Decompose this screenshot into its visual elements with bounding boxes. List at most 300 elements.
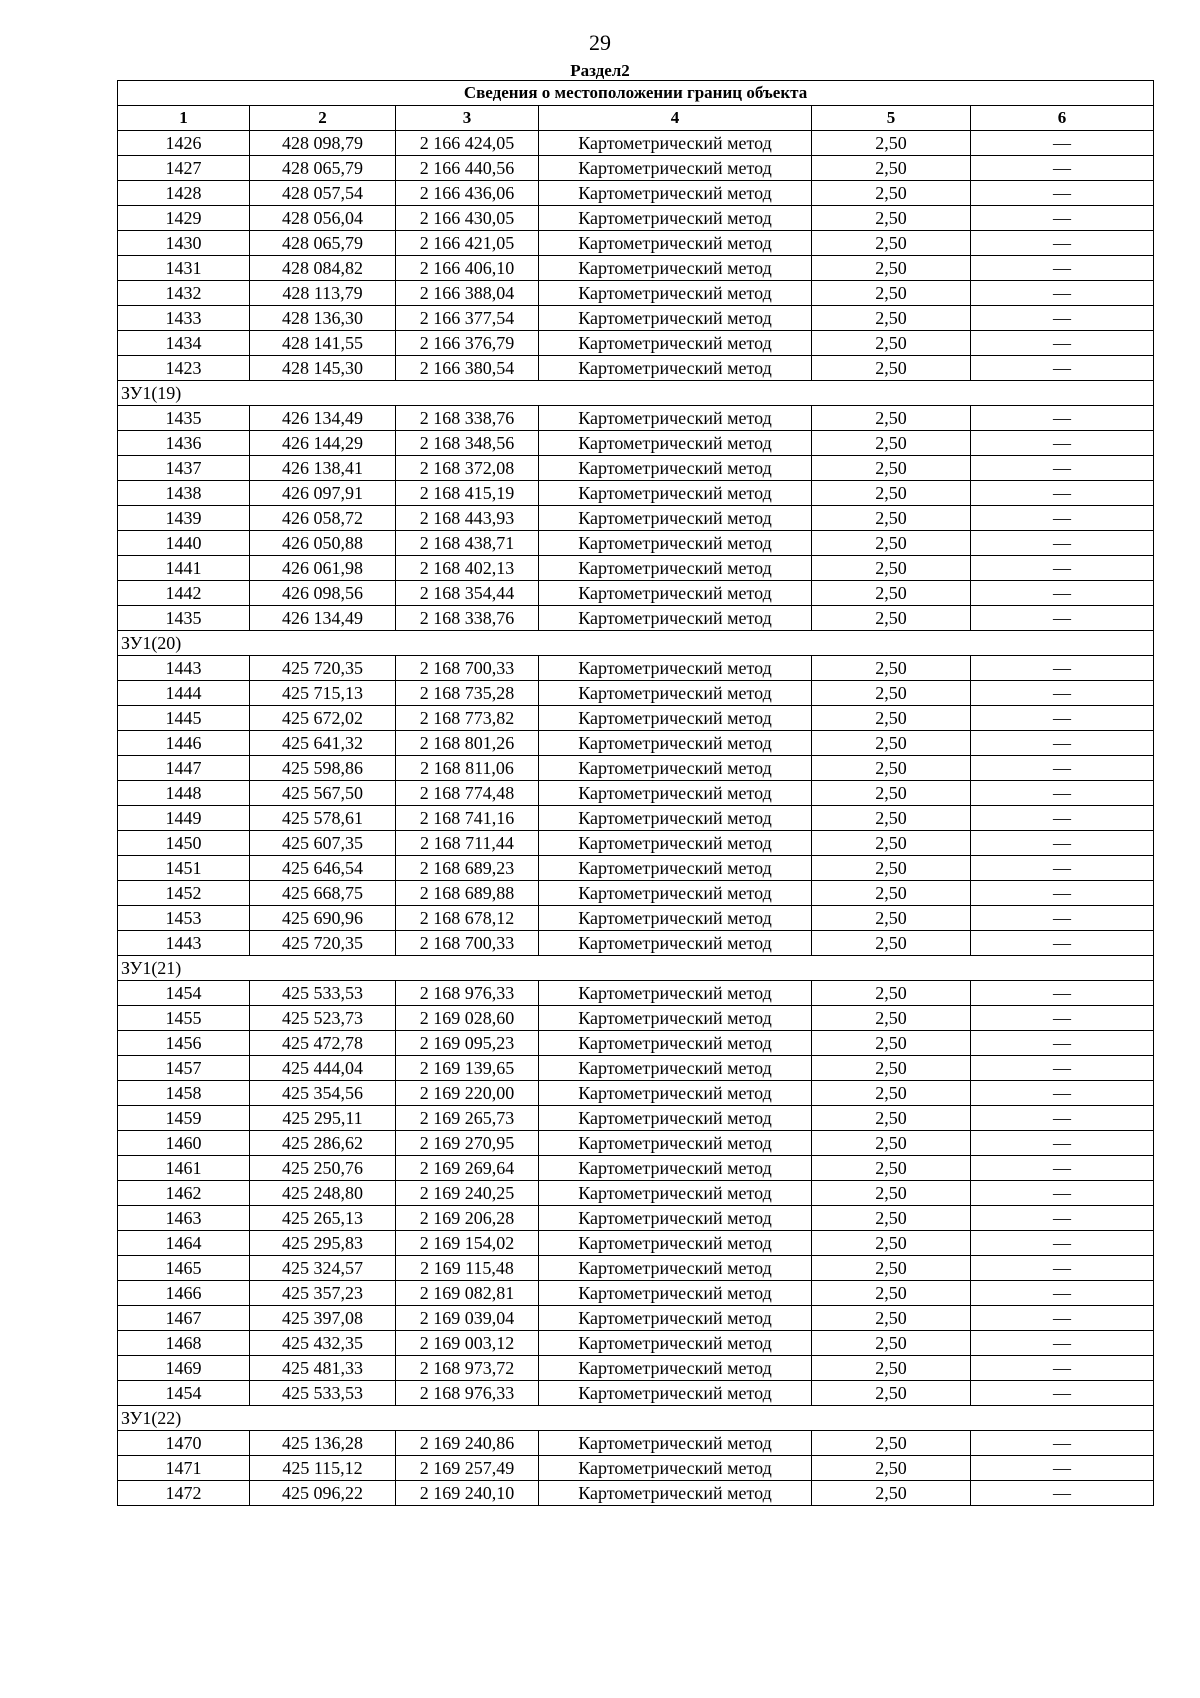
note-cell: —: [971, 1006, 1154, 1031]
y-coordinate-cell: 2 169 154,02: [396, 1231, 539, 1256]
method-cell: Картометрический метод: [539, 1231, 812, 1256]
y-coordinate-cell: 2 168 338,76: [396, 606, 539, 631]
note-cell: —: [971, 456, 1154, 481]
point-number-cell: 1426: [118, 131, 250, 156]
group-row: [118, 631, 1154, 656]
x-coordinate-cell: 428 056,04: [250, 206, 396, 231]
method-cell: Картометрический метод: [539, 1006, 812, 1031]
y-coordinate-cell: 2 168 402,13: [396, 556, 539, 581]
table-caption-row: [118, 81, 1154, 106]
note-cell: —: [971, 1081, 1154, 1106]
accuracy-cell: 2,50: [812, 306, 971, 331]
group-label: ЗУ1(22): [118, 1406, 1154, 1431]
method-cell: Картометрический метод: [539, 806, 812, 831]
table-row: [118, 931, 1154, 956]
note-cell: —: [971, 681, 1154, 706]
note-cell: —: [971, 256, 1154, 281]
x-coordinate-cell: 426 061,98: [250, 556, 396, 581]
note-cell: —: [971, 481, 1154, 506]
note-cell: —: [971, 1306, 1154, 1331]
point-number-cell: 1448: [118, 781, 250, 806]
point-number-cell: 1454: [118, 981, 250, 1006]
accuracy-cell: 2,50: [812, 356, 971, 381]
column-header: 5: [812, 106, 971, 131]
accuracy-cell: 2,50: [812, 506, 971, 531]
point-number-cell: 1427: [118, 156, 250, 181]
y-coordinate-cell: 2 166 430,05: [396, 206, 539, 231]
method-cell: Картометрический метод: [539, 356, 812, 381]
boundary-table: [117, 80, 1154, 1506]
table-row: [118, 806, 1154, 831]
x-coordinate-cell: 425 250,76: [250, 1156, 396, 1181]
accuracy-cell: 2,50: [812, 1031, 971, 1056]
y-coordinate-cell: 2 168 801,26: [396, 731, 539, 756]
accuracy-cell: 2,50: [812, 1381, 971, 1406]
column-header: 6: [971, 106, 1154, 131]
y-coordinate-cell: 2 169 039,04: [396, 1306, 539, 1331]
accuracy-cell: 2,50: [812, 781, 971, 806]
note-cell: —: [971, 1256, 1154, 1281]
x-coordinate-cell: 425 720,35: [250, 656, 396, 681]
table-row: [118, 1056, 1154, 1081]
table-row: [118, 756, 1154, 781]
y-coordinate-cell: 2 166 424,05: [396, 131, 539, 156]
note-cell: —: [971, 581, 1154, 606]
table-row: [118, 1281, 1154, 1306]
method-cell: Картометрический метод: [539, 281, 812, 306]
x-coordinate-cell: 426 050,88: [250, 531, 396, 556]
accuracy-cell: 2,50: [812, 1281, 971, 1306]
table-row: [118, 1306, 1154, 1331]
table-row: [118, 281, 1154, 306]
x-coordinate-cell: 426 134,49: [250, 606, 396, 631]
x-coordinate-cell: 425 324,57: [250, 1256, 396, 1281]
y-coordinate-cell: 2 168 443,93: [396, 506, 539, 531]
accuracy-cell: 2,50: [812, 1056, 971, 1081]
note-cell: —: [971, 281, 1154, 306]
y-coordinate-cell: 2 168 689,23: [396, 856, 539, 881]
y-coordinate-cell: 2 168 354,44: [396, 581, 539, 606]
method-cell: Картометрический метод: [539, 1281, 812, 1306]
table-row: [118, 331, 1154, 356]
note-cell: —: [971, 506, 1154, 531]
point-number-cell: 1437: [118, 456, 250, 481]
accuracy-cell: 2,50: [812, 1306, 971, 1331]
x-coordinate-cell: 425 295,83: [250, 1231, 396, 1256]
x-coordinate-cell: 426 134,49: [250, 406, 396, 431]
accuracy-cell: 2,50: [812, 1106, 971, 1131]
section-title: Раздел2: [570, 61, 630, 80]
table-row: [118, 481, 1154, 506]
note-cell: —: [971, 831, 1154, 856]
x-coordinate-cell: 425 481,33: [250, 1356, 396, 1381]
x-coordinate-cell: 425 533,53: [250, 1381, 396, 1406]
y-coordinate-cell: 2 168 700,33: [396, 931, 539, 956]
table-row: [118, 881, 1154, 906]
point-number-cell: 1429: [118, 206, 250, 231]
method-cell: Картометрический метод: [539, 1331, 812, 1356]
note-cell: —: [971, 706, 1154, 731]
y-coordinate-cell: 2 169 003,12: [396, 1331, 539, 1356]
y-coordinate-cell: 2 168 774,48: [396, 781, 539, 806]
note-cell: —: [971, 1031, 1154, 1056]
accuracy-cell: 2,50: [812, 131, 971, 156]
point-number-cell: 1446: [118, 731, 250, 756]
x-coordinate-cell: 425 115,12: [250, 1456, 396, 1481]
y-coordinate-cell: 2 166 406,10: [396, 256, 539, 281]
point-number-cell: 1467: [118, 1306, 250, 1331]
table-row: [118, 906, 1154, 931]
table-row: [118, 556, 1154, 581]
accuracy-cell: 2,50: [812, 256, 971, 281]
method-cell: Картометрический метод: [539, 731, 812, 756]
method-cell: Картометрический метод: [539, 931, 812, 956]
method-cell: Картометрический метод: [539, 1431, 812, 1456]
point-number-cell: 1443: [118, 656, 250, 681]
y-coordinate-cell: 2 168 338,76: [396, 406, 539, 431]
point-number-cell: 1451: [118, 856, 250, 881]
note-cell: —: [971, 981, 1154, 1006]
y-coordinate-cell: 2 169 265,73: [396, 1106, 539, 1131]
note-cell: —: [971, 756, 1154, 781]
table-row: [118, 1481, 1154, 1506]
accuracy-cell: 2,50: [812, 281, 971, 306]
accuracy-cell: 2,50: [812, 1006, 971, 1031]
accuracy-cell: 2,50: [812, 681, 971, 706]
note-cell: —: [971, 1231, 1154, 1256]
point-number-cell: 1456: [118, 1031, 250, 1056]
point-number-cell: 1457: [118, 1056, 250, 1081]
x-coordinate-cell: 426 144,29: [250, 431, 396, 456]
y-coordinate-cell: 2 166 436,06: [396, 181, 539, 206]
x-coordinate-cell: 425 096,22: [250, 1481, 396, 1506]
note-cell: —: [971, 1331, 1154, 1356]
accuracy-cell: 2,50: [812, 1156, 971, 1181]
note-cell: —: [971, 781, 1154, 806]
y-coordinate-cell: 2 168 700,33: [396, 656, 539, 681]
method-cell: Картометрический метод: [539, 231, 812, 256]
point-number-cell: 1471: [118, 1456, 250, 1481]
method-cell: Картометрический метод: [539, 431, 812, 456]
point-number-cell: 1465: [118, 1256, 250, 1281]
y-coordinate-cell: 2 169 028,60: [396, 1006, 539, 1031]
x-coordinate-cell: 428 057,54: [250, 181, 396, 206]
accuracy-cell: 2,50: [812, 656, 971, 681]
table-row: [118, 1006, 1154, 1031]
y-coordinate-cell: 2 168 438,71: [396, 531, 539, 556]
x-coordinate-cell: 425 672,02: [250, 706, 396, 731]
y-coordinate-cell: 2 166 388,04: [396, 281, 539, 306]
method-cell: Картометрический метод: [539, 781, 812, 806]
accuracy-cell: 2,50: [812, 731, 971, 756]
note-cell: —: [971, 181, 1154, 206]
method-cell: Картометрический метод: [539, 331, 812, 356]
x-coordinate-cell: 425 690,96: [250, 906, 396, 931]
x-coordinate-cell: 425 444,04: [250, 1056, 396, 1081]
point-number-cell: 1470: [118, 1431, 250, 1456]
y-coordinate-cell: 2 169 240,86: [396, 1431, 539, 1456]
column-header: 2: [250, 106, 396, 131]
note-cell: —: [971, 206, 1154, 231]
table-row: [118, 1206, 1154, 1231]
note-cell: —: [971, 1156, 1154, 1181]
note-cell: —: [971, 356, 1154, 381]
table-row: [118, 1131, 1154, 1156]
accuracy-cell: 2,50: [812, 231, 971, 256]
point-number-cell: 1433: [118, 306, 250, 331]
y-coordinate-cell: 2 168 735,28: [396, 681, 539, 706]
point-number-cell: 1447: [118, 756, 250, 781]
note-cell: —: [971, 1206, 1154, 1231]
method-cell: Картометрический метод: [539, 531, 812, 556]
x-coordinate-cell: 425 567,50: [250, 781, 396, 806]
x-coordinate-cell: 428 145,30: [250, 356, 396, 381]
y-coordinate-cell: 2 169 095,23: [396, 1031, 539, 1056]
table-row: [118, 1031, 1154, 1056]
method-cell: Картометрический метод: [539, 1156, 812, 1181]
point-number-cell: 1443: [118, 931, 250, 956]
table-row: [118, 1356, 1154, 1381]
column-header: 4: [539, 106, 812, 131]
method-cell: Картометрический метод: [539, 1181, 812, 1206]
note-cell: —: [971, 1456, 1154, 1481]
method-cell: Картометрический метод: [539, 1256, 812, 1281]
note-cell: —: [971, 406, 1154, 431]
table-row: [118, 1431, 1154, 1456]
group-label: ЗУ1(19): [118, 381, 1154, 406]
table-row: [118, 831, 1154, 856]
accuracy-cell: 2,50: [812, 1356, 971, 1381]
y-coordinate-cell: 2 169 257,49: [396, 1456, 539, 1481]
method-cell: Картометрический метод: [539, 1481, 812, 1506]
note-cell: —: [971, 1106, 1154, 1131]
method-cell: Картометрический метод: [539, 181, 812, 206]
y-coordinate-cell: 2 166 377,54: [396, 306, 539, 331]
note-cell: —: [971, 1481, 1154, 1506]
x-coordinate-cell: 425 646,54: [250, 856, 396, 881]
column-header: 3: [396, 106, 539, 131]
method-cell: Картометрический метод: [539, 831, 812, 856]
accuracy-cell: 2,50: [812, 206, 971, 231]
note-cell: —: [971, 806, 1154, 831]
accuracy-cell: 2,50: [812, 1331, 971, 1356]
point-number-cell: 1458: [118, 1081, 250, 1106]
method-cell: Картометрический метод: [539, 1031, 812, 1056]
x-coordinate-cell: 428 065,79: [250, 231, 396, 256]
table-row: [118, 681, 1154, 706]
column-header: 1: [118, 106, 250, 131]
y-coordinate-cell: 2 168 372,08: [396, 456, 539, 481]
accuracy-cell: 2,50: [812, 831, 971, 856]
x-coordinate-cell: 425 641,32: [250, 731, 396, 756]
table-header-row: [118, 106, 1154, 131]
point-number-cell: 1434: [118, 331, 250, 356]
y-coordinate-cell: 2 169 220,00: [396, 1081, 539, 1106]
method-cell: Картометрический метод: [539, 506, 812, 531]
y-coordinate-cell: 2 168 348,56: [396, 431, 539, 456]
table-row: [118, 706, 1154, 731]
table-row: [118, 781, 1154, 806]
point-number-cell: 1459: [118, 1106, 250, 1131]
x-coordinate-cell: 426 098,56: [250, 581, 396, 606]
method-cell: Картометрический метод: [539, 881, 812, 906]
point-number-cell: 1435: [118, 406, 250, 431]
table-row: [118, 1381, 1154, 1406]
table-row: [118, 981, 1154, 1006]
point-number-cell: 1432: [118, 281, 250, 306]
y-coordinate-cell: 2 166 380,54: [396, 356, 539, 381]
x-coordinate-cell: 428 141,55: [250, 331, 396, 356]
x-coordinate-cell: 425 720,35: [250, 931, 396, 956]
table-row: [118, 456, 1154, 481]
method-cell: Картометрический метод: [539, 756, 812, 781]
x-coordinate-cell: 425 598,86: [250, 756, 396, 781]
table-row: [118, 206, 1154, 231]
note-cell: —: [971, 531, 1154, 556]
method-cell: Картометрический метод: [539, 581, 812, 606]
page-number: 29: [589, 30, 611, 55]
note-cell: —: [971, 1131, 1154, 1156]
y-coordinate-cell: 2 169 082,81: [396, 1281, 539, 1306]
accuracy-cell: 2,50: [812, 931, 971, 956]
table-row: [118, 1231, 1154, 1256]
accuracy-cell: 2,50: [812, 1231, 971, 1256]
accuracy-cell: 2,50: [812, 406, 971, 431]
accuracy-cell: 2,50: [812, 1081, 971, 1106]
method-cell: Картометрический метод: [539, 481, 812, 506]
note-cell: —: [971, 231, 1154, 256]
point-number-cell: 1435: [118, 606, 250, 631]
note-cell: —: [971, 931, 1154, 956]
method-cell: Картометрический метод: [539, 1131, 812, 1156]
y-coordinate-cell: 2 169 139,65: [396, 1056, 539, 1081]
table-row: [118, 581, 1154, 606]
y-coordinate-cell: 2 169 240,25: [396, 1181, 539, 1206]
note-cell: —: [971, 131, 1154, 156]
x-coordinate-cell: 425 354,56: [250, 1081, 396, 1106]
method-cell: Картометрический метод: [539, 1381, 812, 1406]
group-label: ЗУ1(21): [118, 956, 1154, 981]
group-row: [118, 381, 1154, 406]
table-row: [118, 656, 1154, 681]
table-row: [118, 731, 1154, 756]
accuracy-cell: 2,50: [812, 1131, 971, 1156]
x-coordinate-cell: 425 432,35: [250, 1331, 396, 1356]
table-row: [118, 506, 1154, 531]
table-row: [118, 856, 1154, 881]
accuracy-cell: 2,50: [812, 1431, 971, 1456]
point-number-cell: 1469: [118, 1356, 250, 1381]
x-coordinate-cell: 426 058,72: [250, 506, 396, 531]
point-number-cell: 1453: [118, 906, 250, 931]
method-cell: Картометрический метод: [539, 156, 812, 181]
point-number-cell: 1441: [118, 556, 250, 581]
y-coordinate-cell: 2 168 773,82: [396, 706, 539, 731]
method-cell: Картометрический метод: [539, 131, 812, 156]
x-coordinate-cell: 428 065,79: [250, 156, 396, 181]
table-row: [118, 1181, 1154, 1206]
point-number-cell: 1455: [118, 1006, 250, 1031]
x-coordinate-cell: 426 138,41: [250, 456, 396, 481]
point-number-cell: 1472: [118, 1481, 250, 1506]
note-cell: —: [971, 856, 1154, 881]
group-row: [118, 1406, 1154, 1431]
x-coordinate-cell: 425 295,11: [250, 1106, 396, 1131]
method-cell: Картометрический метод: [539, 406, 812, 431]
accuracy-cell: 2,50: [812, 606, 971, 631]
table-row: [118, 431, 1154, 456]
method-cell: Картометрический метод: [539, 706, 812, 731]
x-coordinate-cell: 425 668,75: [250, 881, 396, 906]
point-number-cell: 1461: [118, 1156, 250, 1181]
y-coordinate-cell: 2 168 711,44: [396, 831, 539, 856]
y-coordinate-cell: 2 169 270,95: [396, 1131, 539, 1156]
point-number-cell: 1423: [118, 356, 250, 381]
x-coordinate-cell: 425 397,08: [250, 1306, 396, 1331]
point-number-cell: 1450: [118, 831, 250, 856]
point-number-cell: 1462: [118, 1181, 250, 1206]
y-coordinate-cell: 2 169 269,64: [396, 1156, 539, 1181]
group-label: ЗУ1(20): [118, 631, 1154, 656]
table-row: [118, 1256, 1154, 1281]
method-cell: Картометрический метод: [539, 856, 812, 881]
y-coordinate-cell: 2 166 440,56: [396, 156, 539, 181]
point-number-cell: 1428: [118, 181, 250, 206]
note-cell: —: [971, 331, 1154, 356]
accuracy-cell: 2,50: [812, 331, 971, 356]
x-coordinate-cell: 425 472,78: [250, 1031, 396, 1056]
x-coordinate-cell: 425 533,53: [250, 981, 396, 1006]
method-cell: Картометрический метод: [539, 1456, 812, 1481]
accuracy-cell: 2,50: [812, 1456, 971, 1481]
method-cell: Картометрический метод: [539, 306, 812, 331]
y-coordinate-cell: 2 168 973,72: [396, 1356, 539, 1381]
y-coordinate-cell: 2 166 376,79: [396, 331, 539, 356]
table-row: [118, 356, 1154, 381]
y-coordinate-cell: 2 168 689,88: [396, 881, 539, 906]
x-coordinate-cell: 425 265,13: [250, 1206, 396, 1231]
accuracy-cell: 2,50: [812, 181, 971, 206]
x-coordinate-cell: 425 715,13: [250, 681, 396, 706]
table-row: [118, 181, 1154, 206]
note-cell: —: [971, 906, 1154, 931]
x-coordinate-cell: 425 248,80: [250, 1181, 396, 1206]
accuracy-cell: 2,50: [812, 1181, 971, 1206]
method-cell: Картометрический метод: [539, 456, 812, 481]
x-coordinate-cell: 428 113,79: [250, 281, 396, 306]
method-cell: Картометрический метод: [539, 656, 812, 681]
point-number-cell: 1445: [118, 706, 250, 731]
table-row: [118, 306, 1154, 331]
point-number-cell: 1452: [118, 881, 250, 906]
accuracy-cell: 2,50: [812, 581, 971, 606]
note-cell: —: [971, 1181, 1154, 1206]
method-cell: Картометрический метод: [539, 1106, 812, 1131]
table-row: [118, 1106, 1154, 1131]
accuracy-cell: 2,50: [812, 431, 971, 456]
point-number-cell: 1463: [118, 1206, 250, 1231]
accuracy-cell: 2,50: [812, 981, 971, 1006]
point-number-cell: 1430: [118, 231, 250, 256]
x-coordinate-cell: 425 286,62: [250, 1131, 396, 1156]
group-row: [118, 956, 1154, 981]
note-cell: —: [971, 1431, 1154, 1456]
accuracy-cell: 2,50: [812, 531, 971, 556]
x-coordinate-cell: 425 578,61: [250, 806, 396, 831]
table-row: [118, 231, 1154, 256]
note-cell: —: [971, 1056, 1154, 1081]
note-cell: —: [971, 731, 1154, 756]
